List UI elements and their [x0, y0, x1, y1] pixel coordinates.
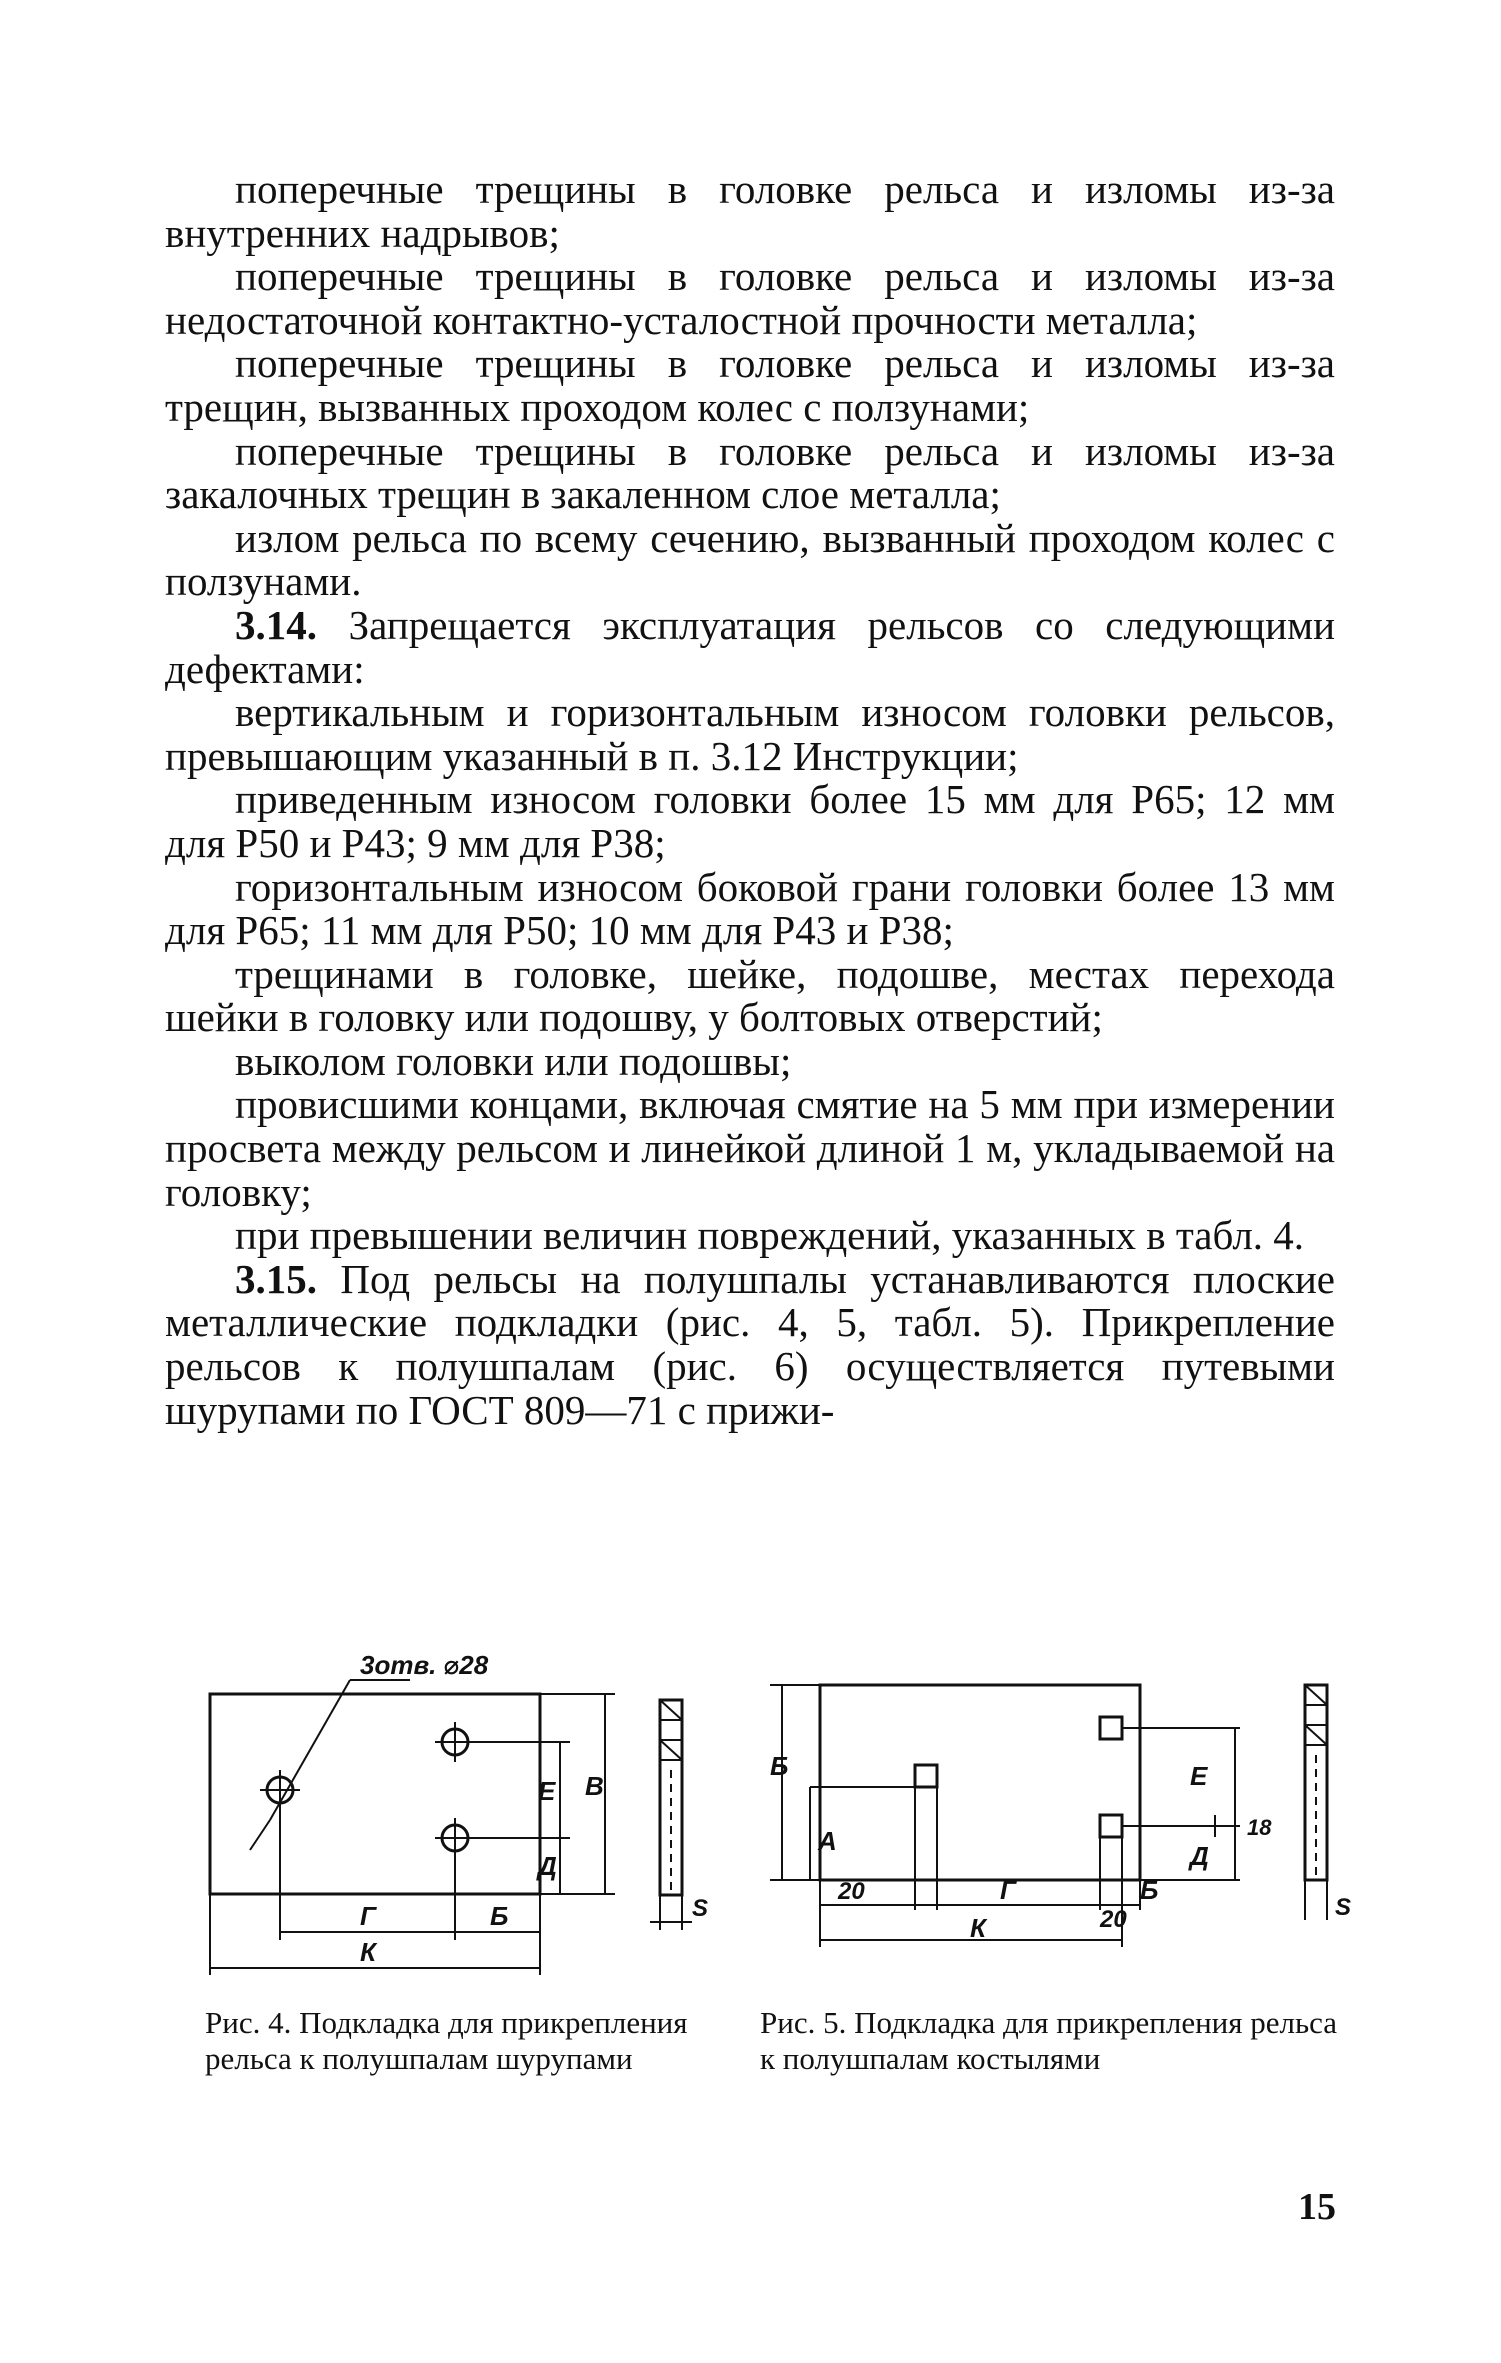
dim-v-label: В — [585, 1771, 604, 1801]
section-number: 3.15. — [235, 1255, 317, 1302]
list-item: трещинами в головке, шейке, подошве, местах перехода шейки в головку или подошву, у болтовых отверстий; — [165, 950, 1335, 1041]
plate-outline — [210, 1694, 540, 1894]
dim-k-label: К — [970, 1913, 986, 1943]
dim-d-label: Д — [538, 1851, 557, 1881]
section-number: 3.14. — [235, 601, 317, 648]
dim-20-left-label: 20 — [838, 1878, 865, 1905]
holes-label: 3отв. ⌀28 — [360, 1650, 489, 1680]
dim-g-label: Г — [360, 1901, 376, 1931]
figure-4 — [190, 1650, 750, 2120]
list-item: поперечные трещины в головке рельса и изломы из-за закалочных трещин в закаленном слое металла; — [165, 427, 1335, 518]
section-3-14: 3.14. Запрещается эксплуатация рельсов со следующими дефектами: — [165, 601, 1336, 692]
figure-4-drawing — [190, 1650, 750, 1990]
list-item: поперечные трещины в головке рельса и изломы из-за недостаточной контактно-усталостной прочности металла; — [165, 253, 1335, 343]
list-item: излом рельса по всему сечению, вызванный проходом колес с ползунами. — [165, 514, 1335, 605]
dim-s-label: S — [692, 1895, 709, 1922]
dim-18-label: 18 — [1247, 1815, 1272, 1840]
dim-a-label: А — [818, 1826, 837, 1856]
list-item: поперечные трещины в головке рельса и изломы из-за трещин, вызванных проходом колес с ползунами; — [165, 340, 1335, 430]
list-item: поперечные трещины в головке рельса и изломы из-за внутренних надрывов; — [165, 166, 1335, 256]
list-item: выколом головки или подошвы; — [235, 1037, 792, 1084]
dim-g-label: Г — [1000, 1875, 1016, 1905]
dim-s-label: S — [1335, 1894, 1352, 1921]
dim-k-label: К — [360, 1937, 376, 1967]
list-item: приведенным износом головки более 15 мм для Р65; 12 мм для Р50 и Р43; 9 мм для Р38; — [165, 776, 1335, 866]
dim-e-label: Е — [1190, 1761, 1208, 1791]
list-item: вертикальным и горизонтальным износом головки рельсов, превышающим указанный в п. 3.12 Инструкции; — [165, 689, 1335, 779]
dim-b-label: Б — [490, 1901, 509, 1931]
page-number: 15 — [1298, 2186, 1336, 2228]
dim-b2-label: Б — [1140, 1875, 1159, 1905]
plate-outline — [820, 1685, 1140, 1880]
dim-b-label: Б — [770, 1751, 789, 1781]
list-item: провисшими концами, включая смятие на 5 мм при измерении просвета между рельсом и линейкой длиной 1 м, укладываемой на головку; — [165, 1081, 1335, 1215]
body-text — [165, 168, 1335, 1432]
figure-5-drawing — [770, 1665, 1370, 1985]
figure-5 — [760, 1665, 1370, 2135]
dim-e-label: Е — [538, 1776, 556, 1806]
figure-4-caption: Рис. 4. Подкладка для прикрепления рельса к полушпалам шурупами — [205, 2005, 688, 2076]
list-item: горизонтальным износом боковой грани головки более 13 мм для Р65; 11 мм для Р50; 10 мм для Р43 и Р38; — [165, 863, 1335, 954]
list-item: при превышении величин повреждений, указанных в табл. 4. — [235, 1212, 1305, 1259]
figure-5-caption: Рис. 5. Подкладка для прикрепления рельса к полушпалам костылями — [760, 2005, 1338, 2076]
dim-d-label: Д — [1190, 1841, 1209, 1871]
section-3-15: 3.15. Под рельсы на полушпалы устанавливаются плоские металлические подкладки (рис. 4, 5, табл. 5). Прикрепление рельсов к полушпалам (рис. 6) осуществляется путевыми шурупами по ГОСТ 809—71 с прижи- — [165, 1255, 1336, 1433]
dim-20-right-label: 20 — [1100, 1906, 1127, 1933]
